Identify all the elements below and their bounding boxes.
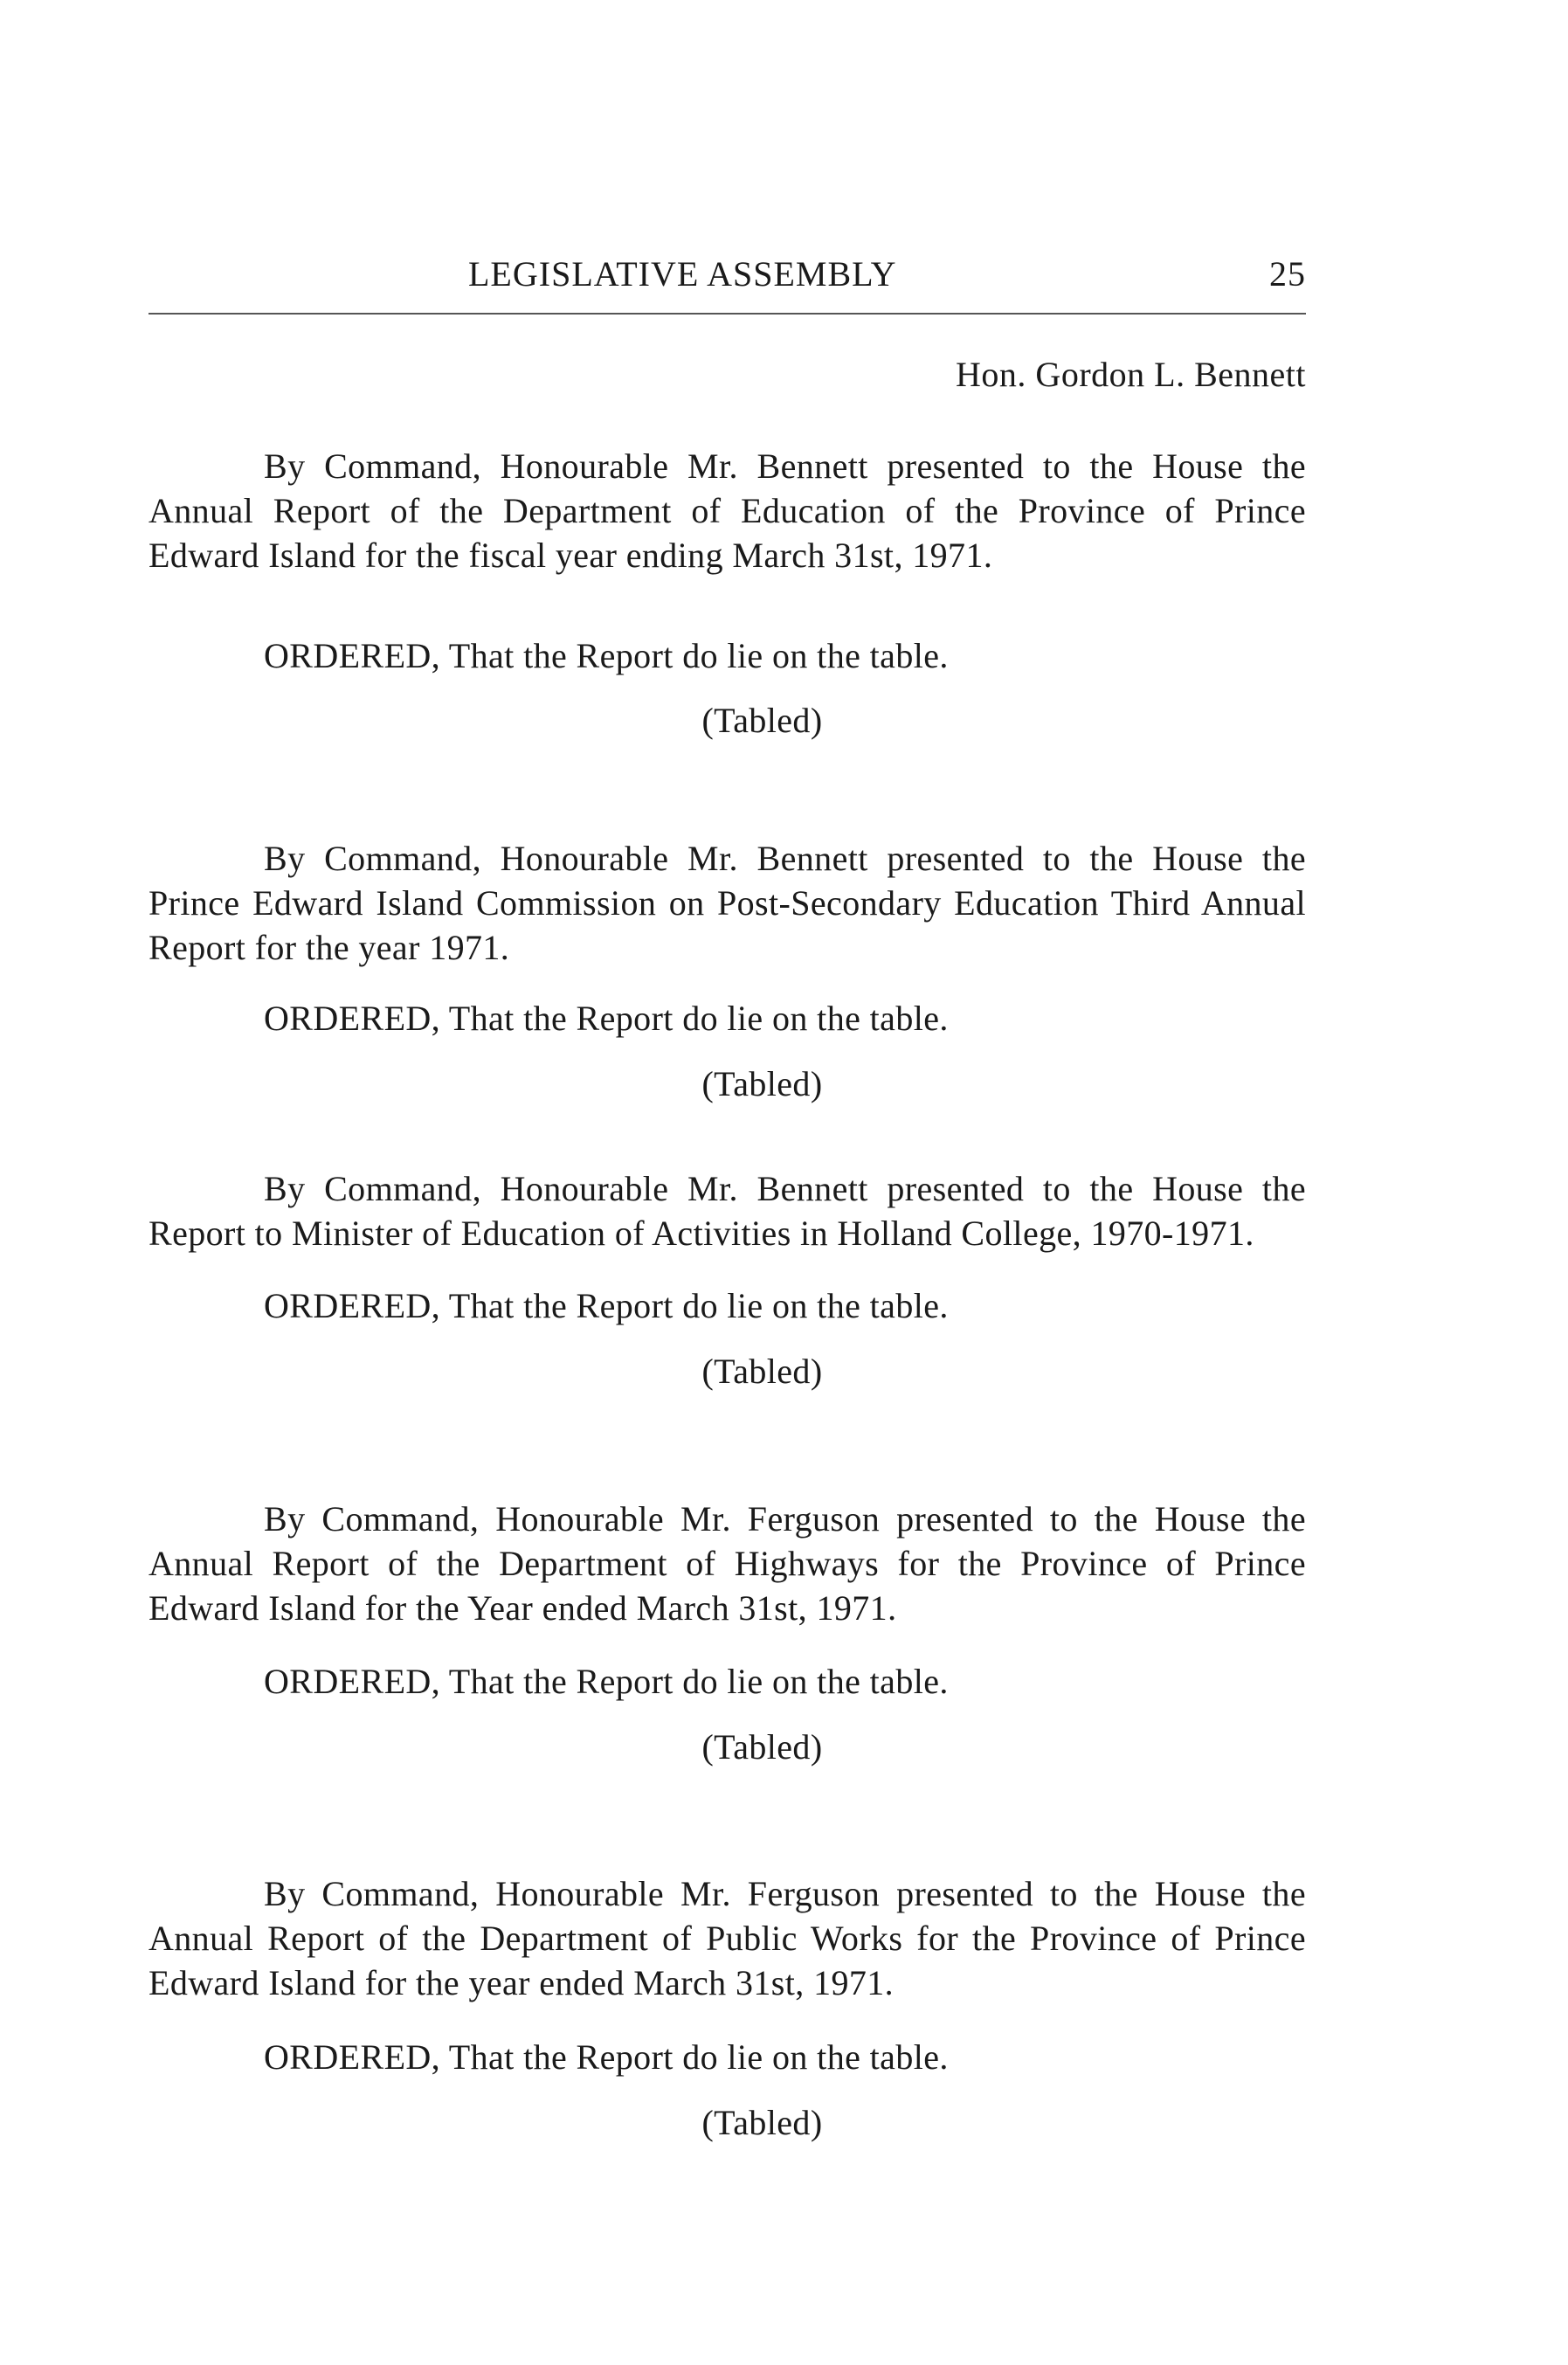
tabled-note: (Tabled) (701, 701, 823, 740)
motion-paragraph: By Command, Honourable Mr. Bennett presented to the House the Report to Minister of Education of Activities in Holland College, 1970-1971. (149, 1169, 1306, 1253)
document-page (149, 0, 1306, 2365)
motion-paragraph: By Command, Honourable Mr. Bennett presented to the House the Prince Edward Island Commission on Post-Secondary Education Third Annual Report for the year 1971. (149, 839, 1306, 967)
entry-post-secondary-report (149, 836, 1306, 1106)
header-title: LEGISLATIVE ASSEMBLY (468, 254, 897, 294)
motion-paragraph: By Command, Honourable Mr. Ferguson presented to the House the Annual Report of the Department of Highways for the Province of Prince Edward Island for the Year ended March 31st, 1971. (149, 1499, 1306, 1628)
signature-line: Hon. Gordon L. Bennett (956, 355, 1306, 394)
ordered-line: ORDERED, That the Report do lie on the table. (264, 1662, 949, 1701)
ordered-line: ORDERED, That the Report do lie on the table. (264, 999, 949, 1038)
entry-highways-report (149, 1497, 1306, 1769)
running-header (149, 253, 1306, 306)
page-number: 25 (1269, 254, 1306, 294)
ordered-line: ORDERED, That the Report do lie on the table. (264, 1286, 949, 1325)
motion-paragraph: By Command, Honourable Mr. Bennett presented to the House the Annual Report of the Department of Education of the Province of Prince Edward Island for the fiscal year ending March 31st, 1971. (149, 446, 1306, 575)
motion-paragraph: By Command, Honourable Mr. Ferguson presented to the House the Annual Report of the Department of Public Works for the Province of Prince Edward Island for the year ended March 31st, 1971. (149, 1874, 1306, 2002)
ordered-line: ORDERED, That the Report do lie on the table. (264, 636, 949, 675)
tabled-note: (Tabled) (701, 1064, 823, 1103)
tabled-note: (Tabled) (701, 2103, 823, 2142)
tabled-note: (Tabled) (701, 1727, 823, 1767)
header-rule (149, 313, 1306, 315)
entry-public-works-report (149, 1871, 1306, 2145)
tabled-note: (Tabled) (701, 1352, 823, 1391)
entry-holland-college-report (149, 1166, 1306, 1393)
entry-education-report (149, 444, 1306, 743)
ordered-line: ORDERED, That the Report do lie on the table. (264, 2037, 949, 2077)
